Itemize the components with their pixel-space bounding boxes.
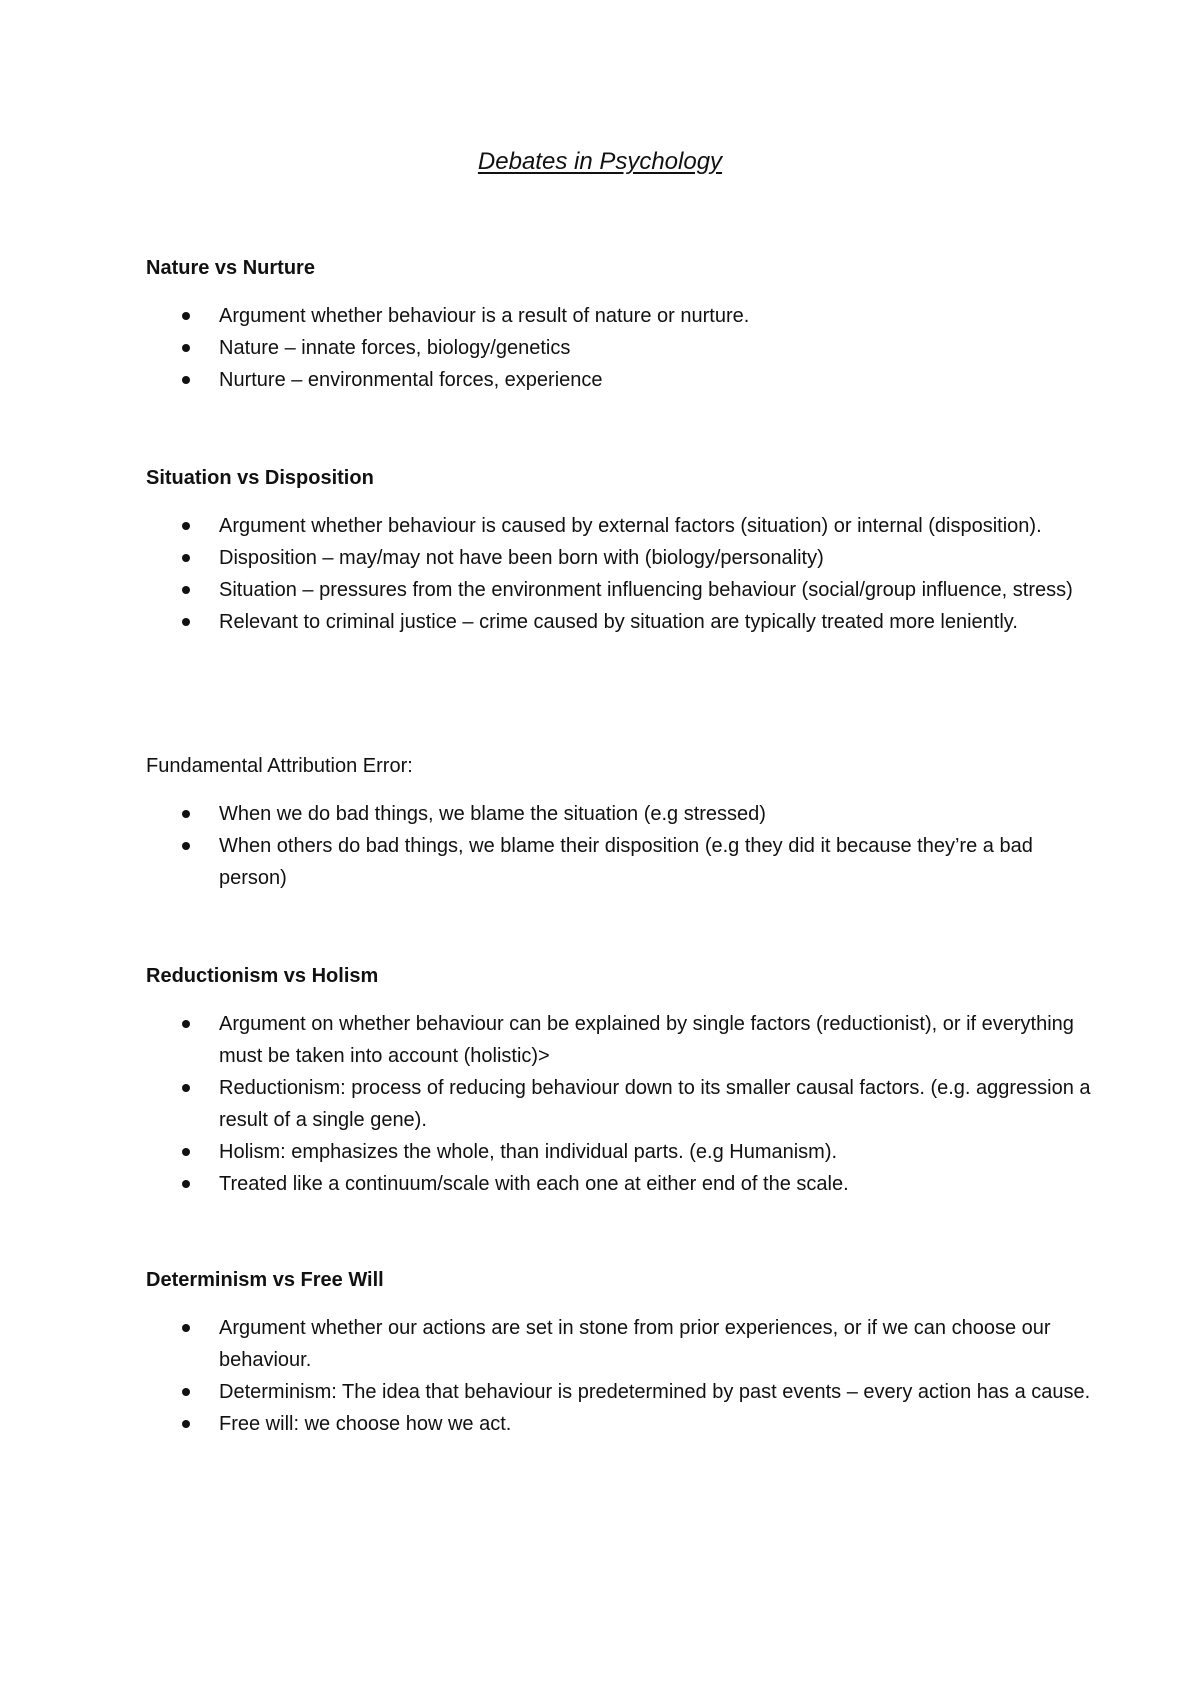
bullet-icon bbox=[182, 1420, 190, 1428]
bullet-icon bbox=[182, 618, 190, 626]
section-heading-determinism-free-will: Determinism vs Free Will bbox=[146, 1269, 384, 1291]
bullet-icon bbox=[182, 1180, 190, 1188]
list-item: Reductionism: process of reducing behaviour down to its smaller causal factors. (e.g. aggression a result of a single gene). bbox=[146, 1072, 1106, 1136]
list-item: When others do bad things, we blame their disposition (e.g they did it because they’re a bad person) bbox=[146, 830, 1106, 894]
list-item: Disposition – may/may not have been born with (biology/personality) bbox=[146, 542, 1106, 574]
bullet-list-attribution-error bbox=[146, 798, 1106, 894]
bullet-list-reductionism-holism bbox=[146, 1008, 1106, 1200]
bullet-list-situation-disposition bbox=[146, 510, 1106, 638]
list-item: When we do bad things, we blame the situation (e.g stressed) bbox=[146, 798, 1106, 830]
list-item: Argument whether behaviour is caused by external factors (situation) or internal (disposition). bbox=[146, 510, 1106, 542]
list-item: Argument whether behaviour is a result of nature or nurture. bbox=[146, 300, 1106, 332]
list-item: Determinism: The idea that behaviour is predetermined by past events – every action has a cause. bbox=[146, 1376, 1106, 1408]
bullet-icon bbox=[182, 1148, 190, 1156]
bullet-icon bbox=[182, 522, 190, 530]
section-heading-nature-nurture: Nature vs Nurture bbox=[146, 257, 315, 279]
bullet-icon bbox=[182, 842, 190, 850]
list-item: Treated like a continuum/scale with each one at either end of the scale. bbox=[146, 1168, 1106, 1200]
bullet-icon bbox=[182, 554, 190, 562]
bullet-icon bbox=[182, 312, 190, 320]
bullet-icon bbox=[182, 1020, 190, 1028]
subheading-attribution-error: Fundamental Attribution Error: bbox=[146, 755, 413, 777]
bullet-icon bbox=[182, 810, 190, 818]
section-heading-reductionism-holism: Reductionism vs Holism bbox=[146, 965, 379, 987]
bullet-icon bbox=[182, 344, 190, 352]
list-item: Argument whether our actions are set in stone from prior experiences, or if we can choose our behaviour. bbox=[146, 1312, 1106, 1376]
bullet-icon bbox=[182, 1324, 190, 1332]
document-title: Debates in Psychology bbox=[477, 148, 723, 175]
bullet-list-nature-nurture bbox=[146, 300, 1106, 396]
list-item: Situation – pressures from the environment influencing behaviour (social/group influence, stress) bbox=[146, 574, 1106, 606]
list-item: Relevant to criminal justice – crime caused by situation are typically treated more leniently. bbox=[146, 606, 1106, 638]
bullet-icon bbox=[182, 1388, 190, 1396]
list-item: Argument on whether behaviour can be explained by single factors (reductionist), or if everything must be taken into account (holistic)> bbox=[146, 1008, 1106, 1072]
bullet-icon bbox=[182, 1084, 190, 1092]
bullet-icon bbox=[182, 586, 190, 594]
section-heading-situation-disposition: Situation vs Disposition bbox=[146, 467, 374, 489]
list-item: Nurture – environmental forces, experience bbox=[146, 364, 1106, 396]
list-item: Free will: we choose how we act. bbox=[146, 1408, 1106, 1440]
bullet-list-determinism-free-will bbox=[146, 1312, 1106, 1440]
list-item: Holism: emphasizes the whole, than individual parts. (e.g Humanism). bbox=[146, 1136, 1106, 1168]
bullet-icon bbox=[182, 376, 190, 384]
list-item: Nature – innate forces, biology/genetics bbox=[146, 332, 1106, 364]
